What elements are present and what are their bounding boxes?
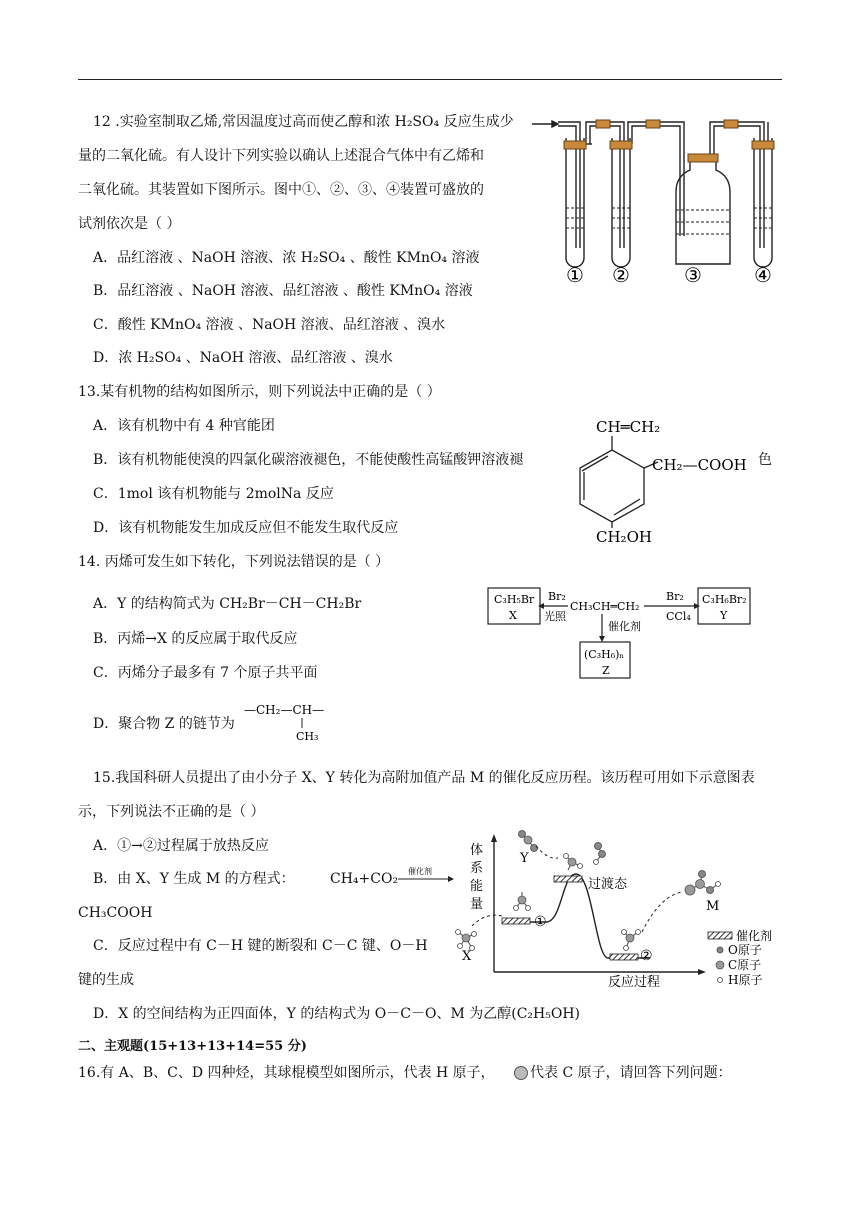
organic-structure-figure	[562, 410, 756, 550]
repeat-unit-branch: CH₃	[296, 730, 319, 742]
q15-stem-line-2: 示，下列说法不正确的是（ ）	[78, 804, 265, 820]
x-label: X	[509, 609, 517, 622]
left-reagent: Br₂	[548, 590, 566, 603]
q12-option-d: D．浓 H₂SO₄ 、NaOH 溶液、品红溶液 、溴水	[93, 350, 393, 366]
q13-option-b: B．该有机物能使溴的四氯化碳溶液褪色，不能使酸性高锰酸钾溶液褪	[93, 452, 524, 468]
y-axis-char-4: 量	[470, 897, 484, 912]
catalyst-arrow-label: 催化剂	[408, 867, 432, 876]
q14-option-b: B．丙烯→X 的反应属于取代反应	[93, 631, 298, 647]
q13-option-b-tail: 色	[758, 452, 772, 468]
legend-catalyst: 催化剂	[736, 929, 773, 943]
y-formula: C₃H₆Br₂	[702, 593, 747, 606]
state-1-label: ①	[534, 914, 547, 930]
q16-stem-part-2: 代表 C 原子，请回答下列问题：	[530, 1065, 732, 1081]
q12-stem-line-4: 试剂依次是（ ）	[78, 216, 181, 232]
y-axis-char-2: 系	[470, 861, 484, 876]
state-2-label: ②	[640, 948, 653, 964]
z-formula: (C₃H₆)ₙ	[584, 648, 625, 661]
polymer-repeat-unit	[242, 698, 342, 742]
z-label: Z	[602, 664, 610, 677]
legend-c-swatch	[716, 961, 724, 969]
legend-o-atom: O原子	[728, 943, 762, 957]
gas-washing-apparatus-figure	[528, 108, 780, 288]
molecule-x-label: X	[462, 949, 472, 964]
legend-h-atom: H原子	[728, 973, 763, 987]
q15-option-c-line-2: 键的生成	[78, 972, 134, 988]
q13-option-c: C．1mol 该有机物能与 2molNa 反应	[93, 486, 334, 502]
propene-formula: CH₃CH═CH₂	[570, 600, 640, 613]
q15-stem-line-1: 15.我国科研人员提出了由小分子 X、Y 转化为高附加值产品 M 的催化反应历程。该历程可用如下示意图表	[93, 770, 755, 786]
y-axis-char-3: 能	[470, 879, 484, 894]
legend-h-swatch	[718, 978, 723, 983]
q12-option-b: B．品红溶液 、NaOH 溶液、品红溶液 、酸性 KMnO₄ 溶液	[93, 283, 473, 299]
q12-option-c: C．酸性 KMnO₄ 溶液 、NaOH 溶液、品红溶液 、溴水	[93, 317, 446, 333]
q14-option-c: C．丙烯分子最多有 7 个原子共平面	[93, 665, 318, 681]
x-formula: C₃H₅Br	[494, 593, 535, 606]
q13-option-d: D．该有机物能发生加成反应但不能发生取代反应	[93, 520, 399, 536]
apparatus-label-4: ④	[754, 263, 772, 287]
q13-stem: 13.某有机物的结构如图所示，则下列说法中正确的是（ ）	[78, 384, 441, 400]
right-condition: CCl₄	[666, 610, 691, 623]
q14-stem: 14. 丙烯可发生如下转化，下列说法错误的是（ ）	[78, 554, 390, 570]
carbon-atom-icon	[512, 1064, 530, 1082]
apparatus-label-3: ③	[684, 263, 702, 287]
left-condition: 光照	[544, 610, 566, 623]
reaction-energy-diagram	[446, 826, 792, 996]
q15-option-d: D．X 的空间结构为正四面体，Y 的结构式为 O－C－O、M 为乙醇(C₂H₅OH)	[93, 1006, 580, 1022]
down-condition: 催化剂	[608, 620, 641, 633]
y-axis-char-1: 体	[470, 843, 484, 858]
side-chain-label: CH₂—COOH	[652, 456, 747, 474]
molecule-y-label: Y	[520, 851, 529, 866]
y-label: Y	[720, 609, 728, 622]
legend-catalyst-swatch	[708, 932, 732, 939]
q12-option-a: A．品红溶液 、NaOH 溶液、浓 H₂SO₄ 、酸性 KMnO₄ 溶液	[93, 250, 480, 266]
propene-conversion-scheme	[484, 582, 784, 684]
q14-option-d: D．聚合物 Z 的链节为	[93, 716, 235, 732]
apparatus-label-2: ②	[612, 263, 630, 287]
repeat-unit-main: —CH₂—CH—	[244, 703, 325, 717]
q15-equation-left: CH₄+CO₂	[330, 871, 399, 887]
legend-o-swatch	[717, 947, 723, 953]
right-reagent: Br₂	[666, 590, 684, 603]
q16-stem-part-1: 16.有 A、B、C、D 四种烃，其球棍模型如图所示，代表 H 原子，	[78, 1065, 495, 1081]
section-2-heading: 二、主观题(15+13+13+14=55 分)	[78, 1039, 307, 1054]
transition-state-label: 过渡态	[588, 877, 628, 892]
q15-option-b: B．由 X、Y 生成 M 的方程式：	[93, 871, 295, 887]
q12-stem-line-1: 12 .实验室制取乙烯,常因温度过高而使乙醇和浓 H₂SO₄ 反应生成少	[93, 114, 514, 130]
legend-c-atom: C原子	[728, 958, 762, 972]
apparatus-label-1: ①	[566, 263, 584, 287]
molecule-m-label: M	[706, 899, 720, 914]
x-axis-label: 反应过程	[608, 975, 661, 990]
vinyl-group-label: CH═CH₂	[596, 418, 661, 436]
hydroxymethyl-label: CH₂OH	[596, 528, 652, 546]
q12-stem-line-2: 量的二氧化硫。有人设计下列实验以确认上述混合气体中有乙烯和	[78, 148, 484, 164]
q15-option-a: A．①→②过程属于放热反应	[93, 838, 269, 854]
q15-option-c-line-1: C．反应过程中有 C－H 键的断裂和 C－C 键、O－H	[93, 938, 428, 954]
q13-option-a: A．该有机物中有 4 种官能团	[93, 418, 275, 434]
top-rule	[78, 79, 782, 80]
q14-option-a: A．Y 的结构简式为 CH₂Br－CH－CH₂Br	[93, 596, 362, 612]
q15-equation-product: CH₃COOH	[78, 905, 153, 921]
q12-stem-line-3: 二氧化硫。其装置如下图所示。图中①、②、③、④装置可盛放的	[78, 182, 484, 198]
